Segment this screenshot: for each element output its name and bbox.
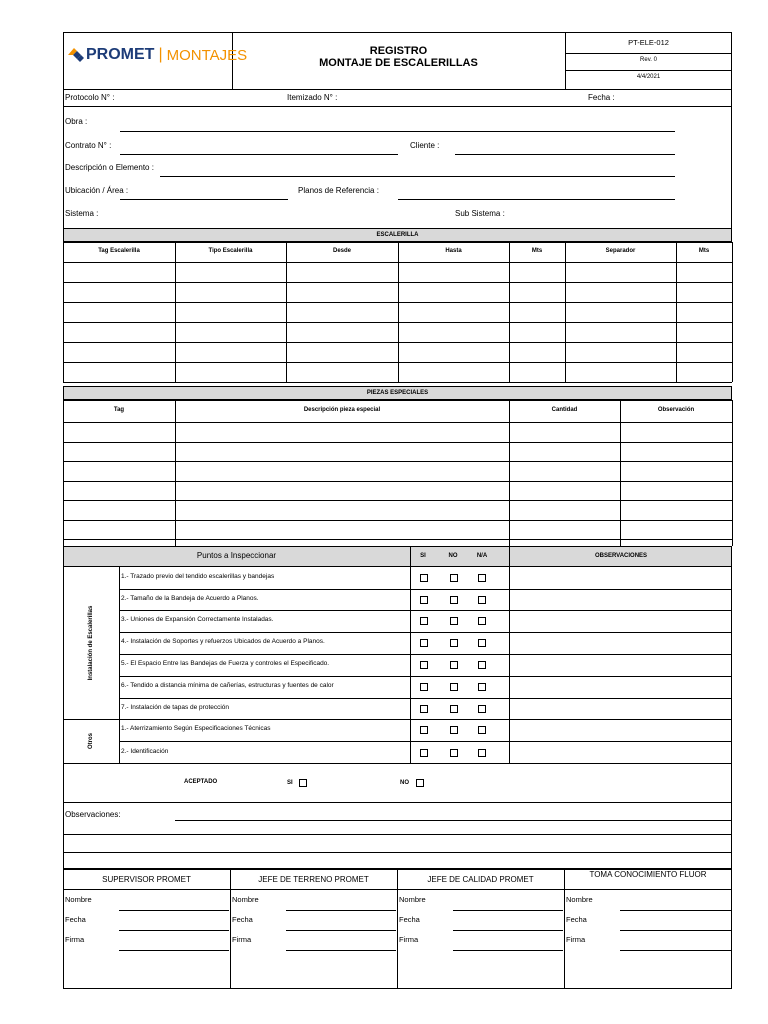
- firma-fecha-field[interactable]: [453, 930, 563, 931]
- ubicacion-field[interactable]: [120, 199, 288, 200]
- logo-sub: MONTAJES: [166, 46, 248, 64]
- escalerilla-cell[interactable]: [510, 263, 564, 281]
- firma-firma-label: Firma: [566, 935, 586, 944]
- inspeccion-header: Puntos a Inspeccionar: [196, 551, 277, 560]
- checkbox-si[interactable]: [420, 639, 428, 647]
- subsistema-label: Sub Sistema :: [455, 209, 505, 218]
- observacion-cell[interactable]: [511, 633, 730, 653]
- inspeccion-item: 6.- Tendido a distancia mínima de cañerías, estructuras y fuentes de calor: [121, 682, 334, 689]
- firma-firma-field[interactable]: [286, 950, 396, 951]
- firma-nombre-field[interactable]: [620, 910, 731, 911]
- firma-fecha-label: Fecha: [65, 915, 86, 924]
- obra-label: Obra :: [65, 117, 88, 126]
- inspeccion-item: 4.- Instalación de Soportes y refuerzos Ubicados de Acuerdo a Planos.: [121, 638, 325, 645]
- group-otros-label: Otros: [88, 732, 94, 750]
- aceptado-si-checkbox[interactable]: [299, 779, 307, 787]
- checkbox-na[interactable]: [478, 574, 486, 582]
- observacion-cell[interactable]: [511, 720, 730, 740]
- escalerilla-cell[interactable]: [677, 323, 731, 341]
- checkbox-na[interactable]: [478, 617, 486, 625]
- piezas-title-band: [63, 386, 732, 400]
- piezas-cell[interactable]: [176, 423, 508, 441]
- col-no: NO: [448, 553, 458, 559]
- escalerilla-col-header: Tag Escalerilla: [98, 248, 140, 254]
- piezas-cell[interactable]: [621, 462, 731, 480]
- observaciones-line-2[interactable]: [63, 834, 732, 835]
- observacion-cell[interactable]: [511, 699, 730, 718]
- firma-nombre-label: Nombre: [232, 895, 259, 904]
- escalerilla-col-header: Mts: [698, 248, 710, 254]
- escalerilla-cell[interactable]: [287, 303, 397, 321]
- piezas-cell[interactable]: [621, 501, 731, 519]
- inspeccion-item: 1.- Aterrizamiento Según Especificaciones Técnicas: [121, 725, 271, 732]
- escalerilla-cell[interactable]: [64, 343, 174, 361]
- firma-fecha-field[interactable]: [119, 930, 229, 931]
- inspeccion-item: 7.- Instalación de tapas de protección: [121, 703, 230, 711]
- escalerilla-cell[interactable]: [677, 283, 731, 301]
- piezas-cell[interactable]: [510, 462, 619, 480]
- escalerilla-cell[interactable]: [566, 343, 675, 361]
- checkbox-si[interactable]: [420, 749, 428, 757]
- aceptado-no-label: NO: [400, 780, 409, 786]
- piezas-col-header: Cantidad: [551, 407, 578, 413]
- escalerilla-cell[interactable]: [287, 283, 397, 301]
- sistema-label: Sistema :: [65, 209, 99, 218]
- piezas-cell[interactable]: [176, 501, 508, 519]
- escalerilla-cell[interactable]: [566, 303, 675, 321]
- aceptado-si-label: SI: [287, 780, 293, 786]
- col-na: N/A: [476, 553, 488, 559]
- piezas-cell[interactable]: [621, 521, 731, 539]
- escalerilla-cell[interactable]: [64, 303, 174, 321]
- fecha-label: Fecha :: [588, 93, 615, 102]
- escalerilla-cell[interactable]: [399, 343, 508, 361]
- escalerilla-col-header: Separador: [605, 248, 636, 254]
- checkbox-no[interactable]: [450, 639, 458, 647]
- inspeccion-item: 5.- El Espacio Entre las Bandejas de Fuerza y controles el Especificado.: [121, 660, 330, 667]
- contrato-label: Contrato N° :: [65, 141, 112, 150]
- form-title-line2: MONTAJE DE ESCALERILLAS: [319, 57, 478, 69]
- logo-separator: |: [158, 46, 163, 63]
- escalerilla-cell[interactable]: [566, 363, 675, 381]
- contrato-field[interactable]: [120, 154, 398, 155]
- escalerilla-cell[interactable]: [510, 303, 564, 321]
- firma-firma-label: Firma: [65, 935, 85, 944]
- cliente-label: Cliente :: [410, 141, 440, 150]
- firma-nombre-field[interactable]: [453, 910, 563, 911]
- piezas-cell[interactable]: [510, 482, 619, 500]
- escalerilla-cell[interactable]: [176, 263, 285, 281]
- checkbox-si[interactable]: [420, 683, 428, 691]
- escalerilla-col-header: Mts: [531, 248, 543, 254]
- firma-firma-field[interactable]: [620, 950, 731, 951]
- checkbox-no[interactable]: [450, 749, 458, 757]
- escalerilla-cell[interactable]: [64, 283, 174, 301]
- firma-col-header: JEFE DE TERRENO PROMET: [258, 875, 369, 884]
- protocolo-label: Protocolo N° :: [65, 93, 115, 102]
- checkbox-si[interactable]: [420, 726, 428, 734]
- firma-col-header: SUPERVISOR PROMET: [102, 875, 191, 884]
- firma-nombre-label: Nombre: [566, 895, 593, 904]
- escalerilla-cell[interactable]: [176, 323, 285, 341]
- piezas-cell[interactable]: [64, 462, 174, 480]
- descripcion-field[interactable]: [160, 176, 675, 177]
- escalerilla-col-header: Hasta: [445, 248, 462, 254]
- escalerilla-col-header: Tipo Escalerilla: [208, 248, 253, 254]
- piezas-cell[interactable]: [510, 521, 619, 539]
- aceptado-label: ACEPTADO: [184, 779, 218, 785]
- escalerilla-cell[interactable]: [399, 363, 508, 381]
- escalerilla-cell[interactable]: [566, 263, 675, 281]
- checkbox-na[interactable]: [478, 596, 486, 604]
- escalerilla-cell[interactable]: [287, 343, 397, 361]
- observacion-cell[interactable]: [511, 611, 730, 631]
- escalerilla-cell[interactable]: [64, 323, 174, 341]
- logo-brand: PROMET: [86, 46, 155, 63]
- checkbox-no[interactable]: [450, 596, 458, 604]
- checkbox-na[interactable]: [478, 726, 486, 734]
- form-title: [232, 45, 565, 69]
- checkbox-no[interactable]: [450, 705, 458, 713]
- escalerilla-title-band: [63, 228, 732, 242]
- document-revision: Rev. 0: [640, 57, 657, 63]
- firma-firma-label: Firma: [399, 935, 419, 944]
- escalerilla-cell[interactable]: [176, 303, 285, 321]
- firma-col-header: JEFE DE CALIDAD PROMET: [427, 875, 534, 884]
- observacion-cell[interactable]: [511, 568, 730, 588]
- itemizado-label: Itemizado N° :: [287, 93, 338, 102]
- observacion-cell[interactable]: [511, 590, 730, 609]
- escalerilla-cell[interactable]: [287, 363, 397, 381]
- escalerilla-title: ESCALERILLA: [376, 232, 419, 238]
- checkbox-na[interactable]: [478, 683, 486, 691]
- escalerilla-cell[interactable]: [399, 263, 508, 281]
- escalerilla-cell[interactable]: [176, 283, 285, 301]
- escalerilla-cell[interactable]: [287, 323, 397, 341]
- firma-fecha-field[interactable]: [620, 930, 731, 931]
- firma-firma-label: Firma: [232, 935, 252, 944]
- firma-fecha-field[interactable]: [286, 930, 396, 931]
- checkbox-si[interactable]: [420, 596, 428, 604]
- checkbox-si[interactable]: [420, 661, 428, 669]
- firma-fecha-label: Fecha: [232, 915, 253, 924]
- observaciones-line-3[interactable]: [63, 852, 732, 853]
- piezas-cell[interactable]: [510, 443, 619, 461]
- aceptado-no-checkbox[interactable]: [416, 779, 424, 787]
- form-title-line1: REGISTRO: [369, 45, 428, 57]
- checkbox-na[interactable]: [478, 661, 486, 669]
- piezas-title: PIEZAS ESPECIALES: [366, 390, 429, 396]
- checkbox-si[interactable]: [420, 705, 428, 713]
- inspeccion-item: 3.- Uniones de Expansión Correctamente Instaladas.: [121, 616, 274, 623]
- col-observaciones: OBSERVACIONES: [594, 553, 648, 559]
- document-code: PT-ELE-012: [628, 38, 669, 47]
- escalerilla-cell[interactable]: [399, 283, 508, 301]
- piezas-cell[interactable]: [176, 443, 508, 461]
- escalerilla-cell[interactable]: [566, 323, 675, 341]
- firma-firma-field[interactable]: [119, 950, 229, 951]
- obra-field[interactable]: [120, 131, 675, 132]
- planos-field[interactable]: [398, 199, 675, 200]
- checkbox-si[interactable]: [420, 617, 428, 625]
- aceptado-section: [63, 764, 732, 803]
- escalerilla-cell[interactable]: [510, 283, 564, 301]
- escalerilla-cell[interactable]: [399, 323, 508, 341]
- inspeccion-item: 2.- Tamaño de la Bandeja de Acuerdo a Planos.: [121, 594, 259, 602]
- piezas-cell[interactable]: [621, 482, 731, 500]
- observaciones-line-1[interactable]: [175, 820, 732, 821]
- group-instalacion-label: Instalación de Escalerillas: [88, 605, 94, 681]
- inspeccion-item: 1.- Trazado previo del tendido escalerillas y bandejas: [121, 573, 275, 580]
- inspeccion-item: 2.- Identificación: [121, 747, 169, 755]
- escalerilla-cell[interactable]: [677, 263, 731, 281]
- observacion-cell[interactable]: [511, 655, 730, 675]
- checkbox-no[interactable]: [450, 726, 458, 734]
- escalerilla-cell[interactable]: [510, 323, 564, 341]
- checkbox-na[interactable]: [478, 639, 486, 647]
- descripcion-label: Descripción o Elemento :: [65, 163, 154, 172]
- piezas-cell[interactable]: [64, 423, 174, 441]
- checkbox-no[interactable]: [450, 574, 458, 582]
- firma-nombre-label: Nombre: [65, 895, 92, 904]
- col-si: SI: [420, 553, 426, 559]
- firma-nombre-field[interactable]: [119, 910, 229, 911]
- escalerilla-cell[interactable]: [64, 363, 174, 381]
- escalerilla-col-header: Desde: [332, 248, 351, 254]
- piezas-cell[interactable]: [64, 482, 174, 500]
- checkbox-no[interactable]: [450, 683, 458, 691]
- escalerilla-cell[interactable]: [677, 363, 731, 381]
- escalerilla-cell[interactable]: [510, 343, 564, 361]
- ubicacion-label: Ubicación / Área :: [65, 186, 129, 195]
- escalerilla-cell[interactable]: [677, 343, 731, 361]
- piezas-cell[interactable]: [176, 462, 508, 480]
- piezas-cell[interactable]: [64, 443, 174, 461]
- document-date: 4/4/2021: [636, 74, 661, 80]
- firma-nombre-label: Nombre: [399, 895, 426, 904]
- piezas-cell[interactable]: [64, 501, 174, 519]
- piezas-cell[interactable]: [176, 521, 508, 539]
- escalerilla-cell[interactable]: [399, 303, 508, 321]
- piezas-cell[interactable]: [510, 501, 619, 519]
- checkbox-no[interactable]: [450, 661, 458, 669]
- observacion-cell[interactable]: [511, 742, 730, 763]
- checkbox-si[interactable]: [420, 574, 428, 582]
- piezas-cell[interactable]: [510, 423, 619, 441]
- checkbox-na[interactable]: [478, 705, 486, 713]
- piezas-cell[interactable]: [621, 443, 731, 461]
- observaciones-section: [63, 803, 732, 869]
- firma-fecha-label: Fecha: [399, 915, 420, 924]
- cliente-field[interactable]: [455, 154, 675, 155]
- escalerilla-cell[interactable]: [677, 303, 731, 321]
- firma-col-header: TOMA CONOCIMIENTO FLUOR: [589, 870, 707, 879]
- piezas-col-header: Observación: [657, 407, 695, 413]
- firma-firma-field[interactable]: [453, 950, 563, 951]
- checkbox-no[interactable]: [450, 617, 458, 625]
- planos-label: Planos de Referencia :: [298, 186, 379, 195]
- piezas-col-header: Descripción pieza especial: [303, 407, 381, 413]
- escalerilla-cell[interactable]: [510, 363, 564, 381]
- promet-logo-icon: [68, 48, 84, 62]
- observacion-cell[interactable]: [511, 677, 730, 697]
- piezas-col-header: Tag: [113, 407, 125, 413]
- observaciones-label: Observaciones:: [65, 810, 121, 819]
- escalerilla-cell[interactable]: [176, 343, 285, 361]
- checkbox-na[interactable]: [478, 749, 486, 757]
- piezas-cell[interactable]: [64, 521, 174, 539]
- piezas-cell[interactable]: [621, 423, 731, 441]
- escalerilla-cell[interactable]: [287, 263, 397, 281]
- escalerilla-cell[interactable]: [64, 263, 174, 281]
- piezas-cell[interactable]: [176, 482, 508, 500]
- escalerilla-cell[interactable]: [176, 363, 285, 381]
- firma-nombre-field[interactable]: [286, 910, 396, 911]
- escalerilla-cell[interactable]: [566, 283, 675, 301]
- info-section: [63, 90, 732, 228]
- firma-fecha-label: Fecha: [566, 915, 587, 924]
- promet-logo: [68, 45, 247, 65]
